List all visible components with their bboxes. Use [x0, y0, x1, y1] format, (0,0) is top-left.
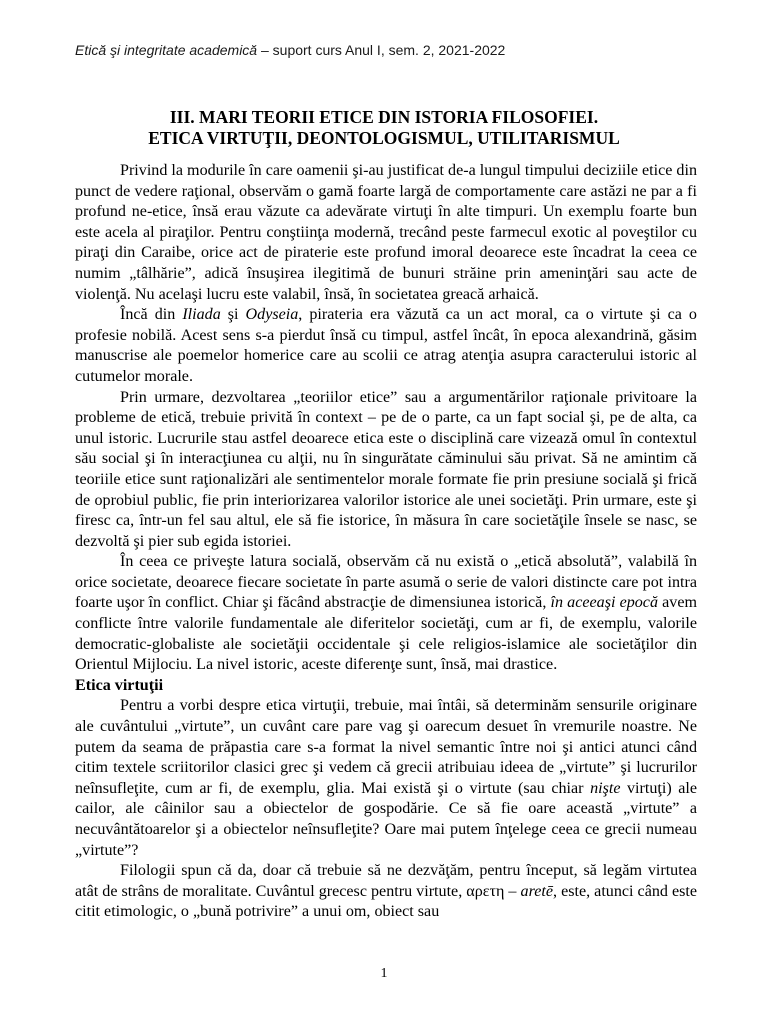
- paragraph-2-text-c: , pirateria era văzută ca un act moral, ca o virtute şi ca o profesie nobilă. Acest sens s-a pierdut însă cu timpul, astfel încât, în epoca alexandrină, găsim manuscrise ale poemelor homerice care au scolii ce atrag atenţia asupra caracterului istoric al cutumelor morale.: [75, 306, 697, 385]
- paragraph-3: Prin urmare, dezvoltarea „teoriilor etice” sau a argumentărilor raţionale privitoare la probleme de etică, trebuie privită în context – pe de o parte, ca un fapt social şi, pe de alta, ca unul istoric. Lucrurile stau astfel deoarece etica este o disciplină care vizează omul în contextul său social şi în interacţiunea cu alţii, nu în singurătate căminului său privat. Să ne amintim că teoriile etice sunt raţionalizări ale sentimentelor morale formate fie prin presiune socială şi frică de oprobiul public, fie prin interiorizarea valorilor istorice ale unei societăţi. Prin urmare, este şi firesc ca, într-un fel sau altul, ele să fie istorice, în măsura în care societăţile însele se nasc, se dezvoltă şi pier sub egida istoriei.: [75, 388, 697, 550]
- dash: –: [504, 882, 521, 900]
- paragraph-6-text-b: , este, atunci când este citit etimologic, o „bună potrivire” a unui om, obiect sau: [75, 882, 698, 921]
- paragraph-5: [75, 696, 697, 861]
- paragraph-2-text-a: Încă din: [120, 306, 183, 324]
- paragraph-4-text-b: avem conflicte între valorile fundamentale ale diferitelor societăţi, cum ar fi, de exemplu, valorile democratic-globaliste ale societăţii occidentale şi cele religios-islamice ale societăţilor din Orientul Mijlociu. La nivel istoric, aceste diferenţe sunt, însă, mai drastice.: [75, 594, 697, 674]
- section-heading: Etica virtuţii: [75, 676, 164, 694]
- paragraph-4-text-a: În ceea ce priveşte latura socială, observăm că nu există o „etică absolută”, valabilă în orice societate, deoarece fiecare societate în parte asumă o serie de valori distincte care pot intra foarte uşor în conflict. Chiar şi făcând abstracţie de dimensiunea istorică,: [75, 553, 697, 612]
- paragraph-4: [75, 552, 697, 676]
- page-number: 1: [380, 966, 388, 981]
- running-header: [75, 42, 505, 58]
- chapter-title-line-1: III. MARI TEORII ETICE DIN ISTORIA FILOSOFIEI.: [169, 107, 599, 127]
- paragraph-2-text-b: şi: [220, 306, 246, 324]
- paragraph-6-text-a: Filologii spun că da, doar că trebuie să ne dezvăţăm, pentru început, să legăm virtutea atât de strâns de moralitate. Cuvântul grecesc pentru virtute,: [75, 862, 697, 900]
- paragraph-4-emphasis: în aceeaşi epocă: [550, 594, 658, 612]
- paragraph-5-text-a: Pentru a vorbi despre etica virtuţii, trebuie, mai întâi, să determinăm sensurile originare ale cuvântului „virtute”, un cuvânt care pare vag şi oarecum desuet în vremurile noastre. Ne putem da seama de prăpastia care s-a format la nivel semantic între noi şi antici atunci când citim textele scriitorilor clasici grec şi vedem că grecii atribuiau ideea de „virtute” şi lucrurilor neînsufleţite, cum ar fi, de exemplu, glia. Mai există şi o virtute (sau chiar: [75, 697, 697, 797]
- chapter-title-line-2: ETICA VIRTUŢII, DEONTOLOGISMUL, UTILITARISMUL: [148, 128, 620, 148]
- paragraph-5-emphasis: nişte: [590, 779, 621, 797]
- paragraph-6: [75, 861, 697, 923]
- course-info: – suport curs Anul I, sem. 2, 2021-2022: [257, 42, 506, 58]
- transliteration-arete: aretē: [520, 882, 554, 900]
- course-title: Etică şi integritate academică: [75, 42, 258, 58]
- title-odyseia: Odyseia: [245, 306, 299, 324]
- paragraph-1: Privind la modurile în care oamenii şi-au justificat de-a lungul timpului deciziile etice din punct de vedere raţional, observăm o gamă foarte largă de comportamente care astăzi ne par a fi profund ne-etice, însă erau văzute ca adevărate virtuţi în alte timpuri. Un exemplu foarte bun este acela al piraţilor. Pentru conştiinţa modernă, trecând peste farmecul exotic al poveştilor cu piraţi din Caraibe, orice act de piraterie este profund imoral deoarece este încadrat la ceea ce numim „tâlhărie”, adică însuşirea ilegitimă de bunuri străine prin ameninţări sau acte de violenţă. Nu acelaşi lucru este valabil, însă, în societatea greacă arhaică.: [75, 162, 697, 303]
- greek-word: αρετη: [466, 882, 505, 900]
- title-iliada: Iliada: [182, 306, 221, 324]
- paragraph-2: [75, 305, 697, 387]
- paragraph-5-text-b: virtuţi) ale cailor, ale câinilor sau a obiectelor de gospodărie. Ce să fie oare această „virtute” a necuvântătoarelor şi a obiectelor neînsufleţite? Oare mai putem înţelege ceea ce grecii numeau „virtute”?: [75, 779, 697, 859]
- document-body: [75, 161, 697, 923]
